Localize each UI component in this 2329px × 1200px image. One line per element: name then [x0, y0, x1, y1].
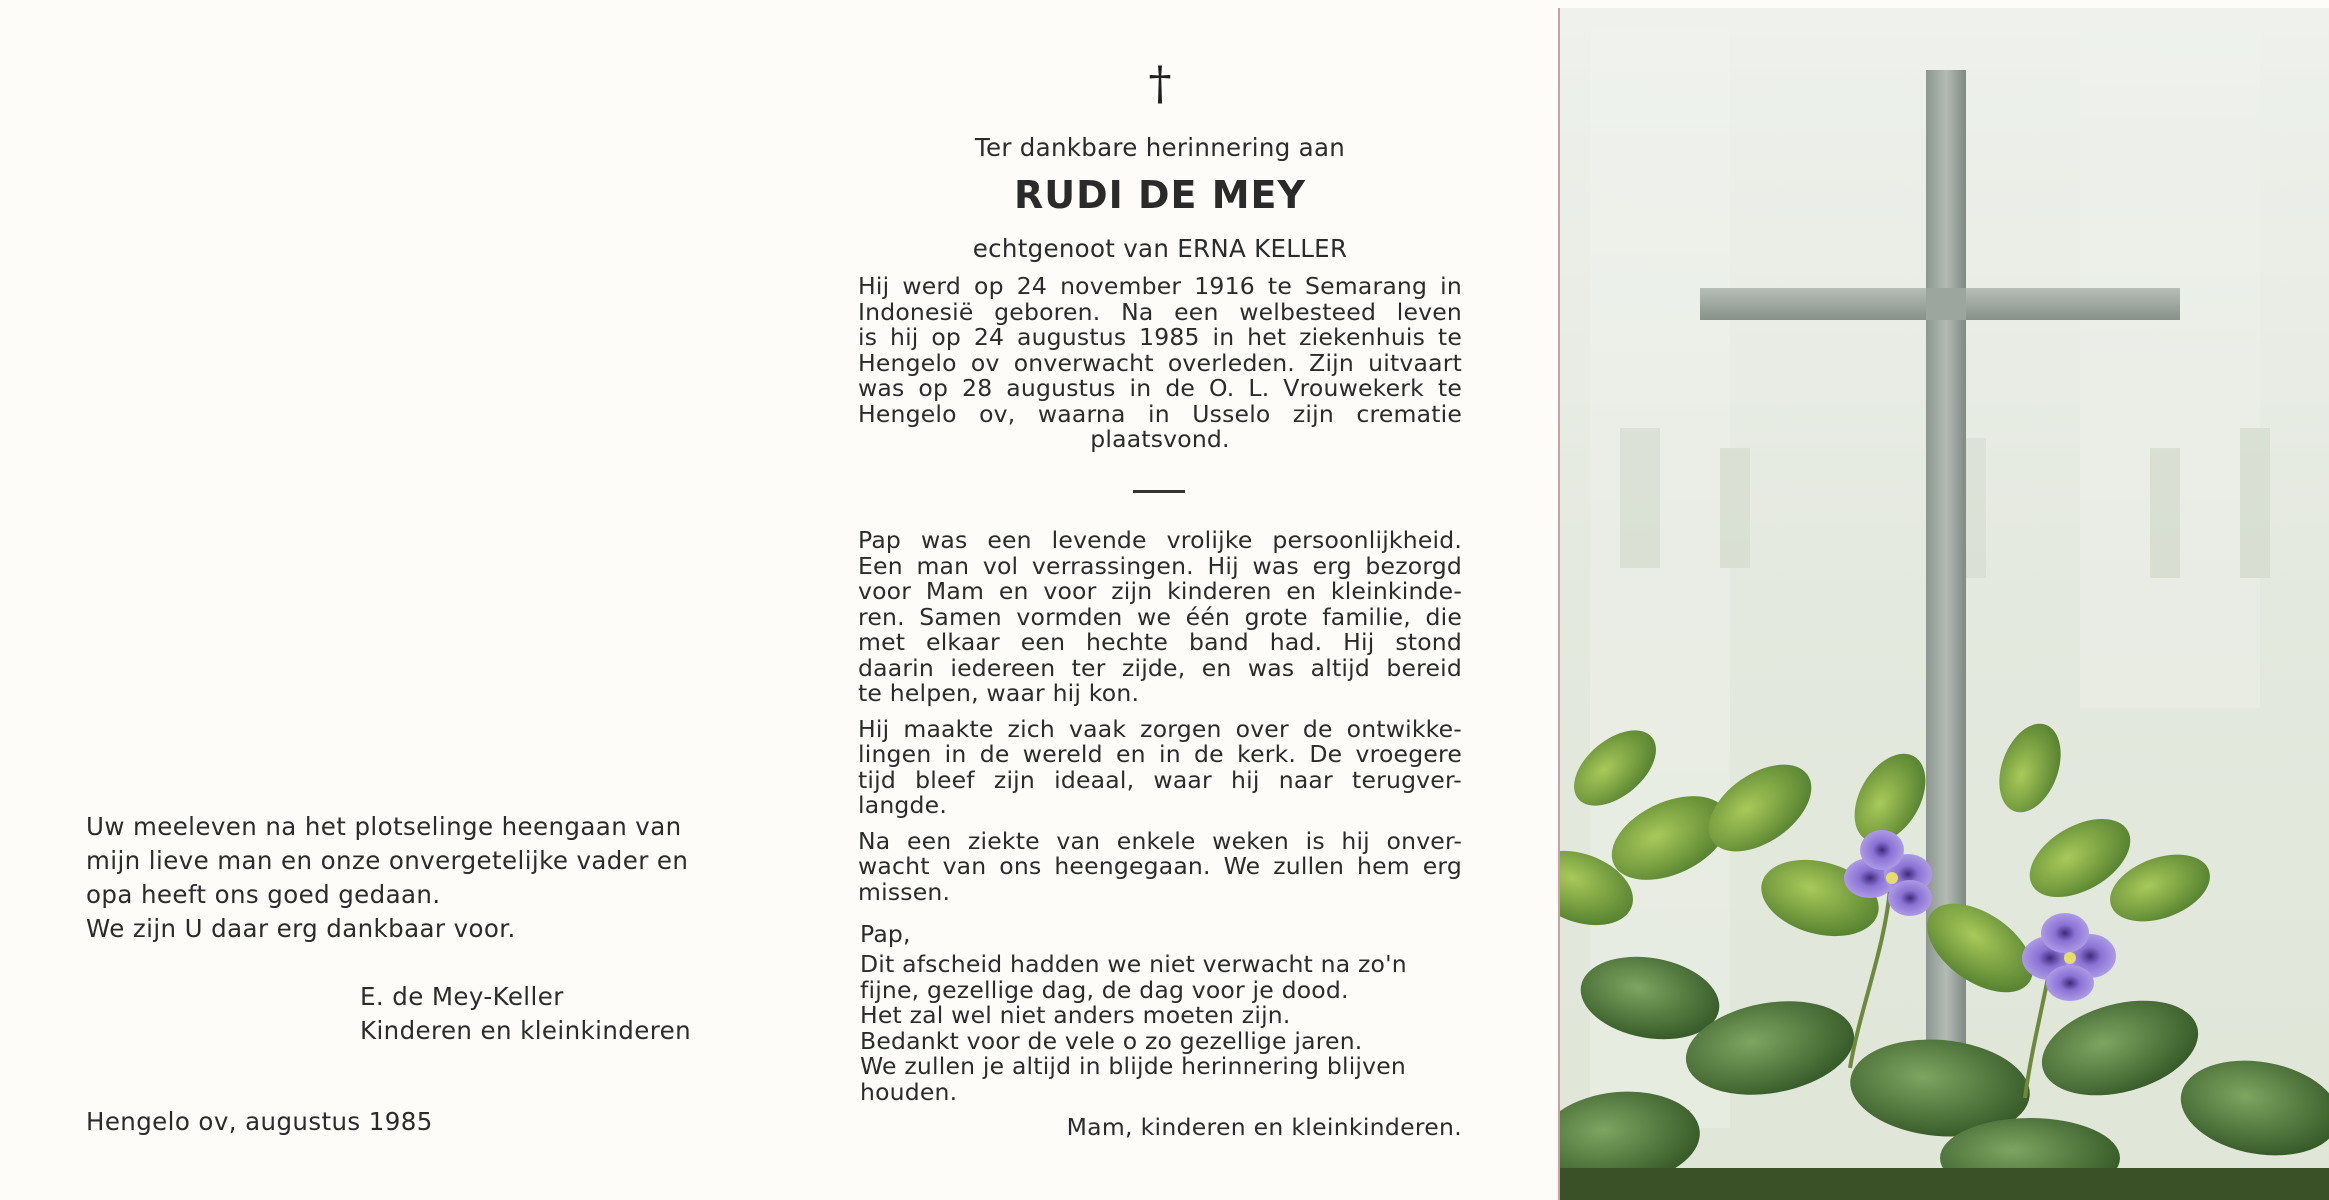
deceased-name: RUDI DE MEY: [1013, 173, 1307, 217]
thanks-line: We zijn U daar erg dankbaar voor.: [86, 914, 516, 943]
signature-line-2: Kinderen en kleinkinderen: [360, 1016, 692, 1045]
place-date: Hengelo ov, augustus 1985: [86, 1107, 433, 1136]
farewell-line: fijne, gezellige dag, de dag voor je dood.: [860, 975, 1349, 1004]
text-line: ren. Samen vormden we één grote familie, die: [858, 602, 1462, 631]
left-panel: [0, 0, 780, 1200]
divider: [1133, 490, 1185, 493]
bio-line: Hengelo ov, waarna in Usselo zijn crematie: [858, 399, 1462, 428]
text-line: langde.: [858, 791, 947, 819]
tribute-paragraph-1: [858, 528, 1462, 707]
bio-line: is hij op 24 augustus 1985 in het ziekenhuis te: [858, 323, 1462, 351]
tribute-text: [858, 528, 1462, 915]
bio-line: Indonesië geboren. Na een welbesteed leven: [858, 297, 1462, 326]
farewell-line: houden.: [860, 1077, 958, 1106]
thanks-line: mijn lieve man en onze onvergetelijke vader en: [86, 846, 689, 875]
cross-icon: †: [1148, 56, 1172, 110]
text-line: missen.: [858, 877, 951, 906]
text-line: Een man vol verrassingen. Hij was erg bezorgd: [858, 551, 1462, 580]
photo-illustration: [1560, 8, 2329, 1200]
middle-panel: [840, 0, 1480, 1200]
farewell-line: We zullen je altijd in blijde herinnering blijven: [860, 1052, 1407, 1080]
thanks-line: Uw meeleven na het plotselinge heengaan van: [86, 812, 682, 841]
signature: [360, 980, 691, 1048]
farewell-message: [860, 952, 1462, 1105]
bio-line: Hengelo ov onverwacht overleden. Zijn uitvaart: [858, 348, 1462, 377]
thanks-message: [86, 810, 706, 946]
spouse-text: echtgenoot van ERNA KELLER: [972, 234, 1348, 263]
text-line: te helpen, waar hij kon.: [858, 679, 1140, 707]
farewell-line: Dit afscheid hadden we niet verwacht na zo'n: [860, 950, 1407, 978]
intro-text: Ter dankbare herinnering aan: [974, 133, 1346, 162]
text-line: Na een ziekte van enkele weken is hij onver-: [858, 826, 1462, 855]
farewell-line: Bedankt voor de vele o zo gezellige jaren.: [860, 1026, 1363, 1055]
text-line: Pap was een levende vrolijke persoonlijkheid.: [858, 526, 1462, 554]
bio-line: plaatsvond.: [1090, 425, 1230, 453]
tribute-paragraph-2: [858, 714, 1462, 819]
text-line: Hij maakte zich vaak zorgen over de ontwikke-: [858, 714, 1462, 743]
text-line: wacht van ons heengegaan. We zullen hem erg: [858, 852, 1462, 880]
text-line: met elkaar een hechte band had. Hij stond: [858, 628, 1462, 656]
closing-signature: Mam, kinderen en kleinkinderen.: [1066, 1113, 1462, 1141]
text-line: daarin iedereen ter zijde, en was altijd bereid: [858, 653, 1462, 682]
biography: [858, 274, 1462, 453]
farewell-line: Het zal wel niet anders moeten zijn.: [860, 1001, 1291, 1029]
tribute-paragraph-3: [858, 826, 1462, 906]
text-line: voor Mam en voor zijn kinderen en kleinkinde-: [858, 577, 1462, 605]
thanks-line: opa heeft ons goed gedaan.: [86, 880, 441, 909]
salutation: Pap,: [860, 920, 911, 948]
bio-line: Hij werd op 24 november 1916 te Semarang in: [858, 272, 1462, 300]
signature-line-1: E. de Mey-Keller: [360, 982, 564, 1011]
text-line: lingen in de wereld en in de kerk. De vroegere: [858, 740, 1462, 768]
text-line: tijd bleef zijn ideaal, waar hij naar terugver-: [858, 765, 1462, 794]
bio-line: was op 28 augustus in de O. L. Vrouwekerk te: [858, 374, 1462, 402]
cross-photo: [1558, 8, 2329, 1200]
